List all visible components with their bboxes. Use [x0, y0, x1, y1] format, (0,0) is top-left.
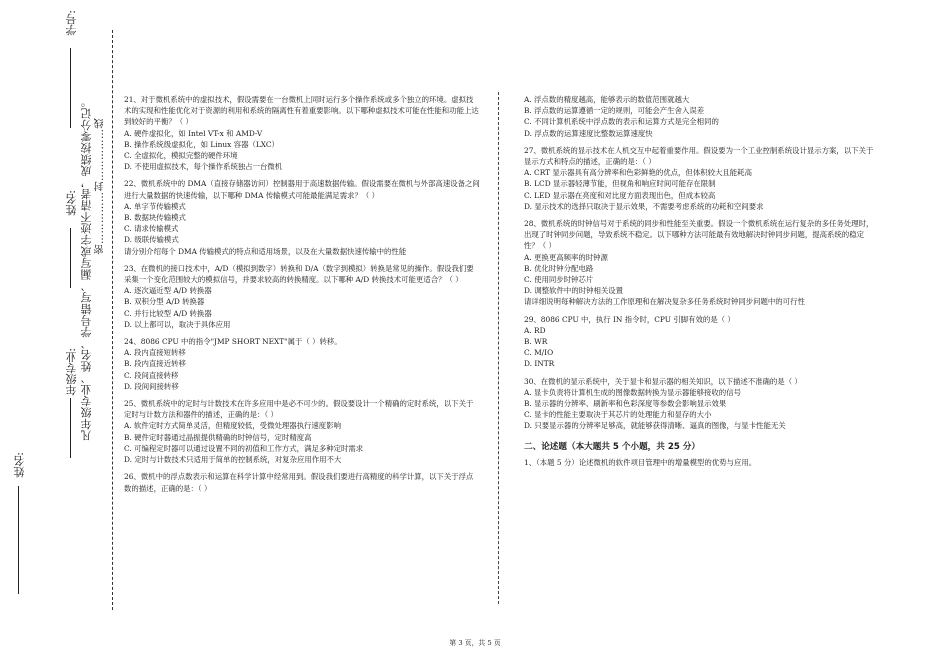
option-a: A. 更换更高频率的时钟源	[524, 252, 608, 262]
grading-instruction: 凡年级专业、姓名、学号错写、漏写或字迹不清者，成绩按零分记。	[80, 96, 93, 441]
page-footer: 第 3 页，共 5 页	[449, 639, 501, 647]
question-26-options	[524, 94, 874, 139]
left-column	[124, 94, 480, 500]
option-b: B. WR	[524, 337, 548, 347]
right-column	[524, 94, 874, 468]
option-c: C. 段间直接转移	[124, 370, 179, 380]
option-a: A. 逐次逼近型 A/D 转换器	[124, 286, 212, 296]
option-d: D. 浮点数的运算速度比整数运算速度快	[524, 128, 653, 138]
question-21	[124, 94, 480, 172]
option-d: D. 定时与计数技术只适用于简单的控制系统，对复杂应用作用不大	[124, 455, 342, 465]
question-23	[124, 263, 480, 330]
question-stem: 30、在微机的显示系统中，关于显卡和显示器的相关知识，以下描述不准确的是（ ）	[524, 376, 802, 386]
seal-dashed-line	[112, 30, 113, 610]
question-note: 请分别介绍每个 DMA 传输模式的特点和适用场景，以及在大量数据快速传输中的性能	[124, 246, 407, 256]
option-d: D. 以上都可以，取决于具体应用	[124, 319, 231, 329]
option-c: C. 请求传输模式	[124, 224, 179, 234]
option-c: C. 使用同步时钟芯片	[524, 275, 594, 285]
option-d: D. 不使用虚拟技术，每个操作系统独占一台微机	[124, 162, 283, 172]
option-c: C. 全虚拟化，模拟完整的硬件环境	[124, 151, 238, 161]
student-id-underline	[70, 48, 71, 128]
grade-major-label: 年级专业:	[65, 348, 78, 396]
option-a: A. 显卡负责将计算机生成的图像数据转换为显示器能够接收的信号	[524, 387, 741, 397]
option-c: C. LED 显示器在亮度和对比度方面表现出色，但成本较高	[524, 190, 716, 200]
option-b: B. 数据块传输模式	[124, 213, 186, 223]
option-a: A. 软件定时方式简单灵活，但精度较低，受微处理器执行速度影响	[124, 421, 341, 431]
option-c: C. 可编程定时器可以通过设置不同的初值和工作方式，满足多种定时需求	[124, 443, 364, 453]
question-stem: 22、微机系统中的 DMA（直接存储器访问）控制器用于高速数据传输。假设需要在微机与外部高速设备之间进行大量数据的快速传输，以下哪种 DMA 传输模式可能最能满足需求？（ ）	[124, 179, 480, 200]
option-d: D. 调整软件中的时钟相关设置	[524, 286, 624, 296]
question-30	[524, 376, 874, 432]
question-stem: 25、微机系统中的定时与计数技术在许多应用中是必不可少的。假设要设计一个精确的定时系统，以下关于定时与计数方法和器件的描述，正确的是：（ ）	[124, 399, 474, 420]
grade-major-underline	[70, 398, 71, 458]
question-stem: 28、微机系统的时钟信号对于系统的同步和性能至关重要。假设一个微机系统在运行复杂的多任务处理时，出现了时钟同步问题，导致系统不稳定。以下哪种方法可能最有效地解决时钟同步问题，提高系统的稳定性？（ ）	[524, 219, 874, 251]
option-b: B. 硬件定时器通过晶振提供精确的时钟信号，定时精度高	[124, 432, 312, 442]
option-b: B. 段内直接近转移	[124, 359, 186, 369]
name-label: 姓名:	[65, 190, 78, 216]
option-a: A. RD	[524, 325, 546, 335]
option-d: D. 显示技术的选择只取决于显示效果，不需要考虑系统的功耗和空间要求	[524, 201, 764, 211]
question-stem: 26、微机中的浮点数表示和运算在科学计算中经常用到。假设我们要进行高精度的科学计算，以下关于浮点数的描述，正确的是：（ ）	[124, 472, 474, 493]
column-divider	[498, 92, 499, 604]
seal-line-marks: 密……………封……………线	[95, 118, 106, 255]
section-2-title: 二、论述题（本大题共 5 个小题，共 25 分）	[524, 441, 701, 452]
question-stem: 23、在微机的接口技术中，A/D（模拟到数字）转换和 D/A（数字到模拟）转换是常见的操作。假设我们要采集一个变化范围较大的模拟信号，并要求较高的转换精度。以下哪种 A/D 转换技术可能更适合？（ ）	[124, 263, 474, 285]
option-a: A. 硬件虚拟化，如 Intel VT-x 和 AMD-V	[124, 128, 263, 138]
option-a: A. 浮点数的精度越高，能够表示的数值范围就越大	[524, 95, 690, 104]
option-b: B. LCD 显示器轻薄节能，但视角和响应时间可能存在限制	[524, 179, 716, 189]
question-22	[124, 178, 480, 256]
option-b: B. 显示器的分辨率、刷新率和色彩深度等参数会影响显示效果	[524, 399, 727, 409]
option-c: C. 显卡的性能主要取决于其芯片的处理能力和显存的大小	[524, 410, 712, 420]
option-c: C. 并行比较型 A/D 转换器	[124, 308, 212, 318]
option-c: C. M/IO	[524, 348, 554, 358]
question-25	[124, 398, 480, 465]
binding-margin	[0, 0, 118, 672]
essay-question-1: 1、（本题 5 分）论述微机的软件项目管理中的增量模型的优势与应用。	[524, 457, 757, 467]
option-a: A. 段内直接短转移	[124, 348, 186, 358]
question-stem: 29、8086 CPU 中，执行 IN 指令时，CPU 引脚有效的是（ ）	[524, 314, 735, 324]
option-b: B. 优化时钟分配电路	[524, 263, 594, 273]
option-c: C. 不同计算机系统中浮点数的表示和运算方式是完全相同的	[524, 117, 719, 127]
school-underline	[18, 486, 19, 594]
student-id-label: 学号:	[65, 10, 78, 36]
question-note: 请详细说明每种解决方法的工作原理和在解决复杂多任务系统时钟同步问题中的可行性	[524, 297, 805, 307]
question-28	[524, 218, 874, 308]
question-29	[524, 314, 874, 370]
option-b: B. 双积分型 A/D 转换器	[124, 297, 205, 307]
name-underline	[70, 228, 71, 288]
option-d: D. 级联传输模式	[124, 235, 179, 245]
question-stem: 21、对于微机系统中的虚拟技术，假设需要在一台微机上同时运行多个操作系统或多个独立的环境。虚拟技术的实现和性能优化对于资源的利用和系统的隔离性有着重要影响。以下哪种虚拟技术可能在性能和功能上达到较好的平衡？（ ）	[124, 95, 479, 127]
question-26	[124, 471, 480, 493]
option-a: A. CRT 显示器具有高分辨率和色彩鲜艳的优点，但体积较大且能耗高	[524, 168, 752, 178]
option-b: B. 操作系统级虚拟化，如 Linux 容器（LXC）	[124, 139, 279, 149]
question-27	[524, 145, 874, 212]
question-24	[124, 336, 480, 392]
question-stem: 24、8086 CPU 中的指令"JMP SHORT NEXT"属于（ ）转移。	[124, 337, 342, 347]
question-stem: 27、微机系统的显示技术在人机交互中起着重要作用。假设要为一个工业控制系统设计显示方案，以下关于显示方式和特点的描述，正确的是：（ ）	[524, 145, 874, 167]
option-d: D. 段间间接转移	[124, 381, 179, 391]
option-b: B. 浮点数的运算遵循一定的规则，可能会产生舍入误差	[524, 106, 705, 116]
option-a: A. 单字节传输模式	[124, 201, 186, 211]
school-label: 姓名:	[13, 452, 26, 478]
option-d: D. 只要显示器的分辨率足够高，就能够获得清晰、逼真的图像，与显卡性能无关	[524, 421, 786, 431]
option-d: D. INTR	[524, 359, 555, 369]
